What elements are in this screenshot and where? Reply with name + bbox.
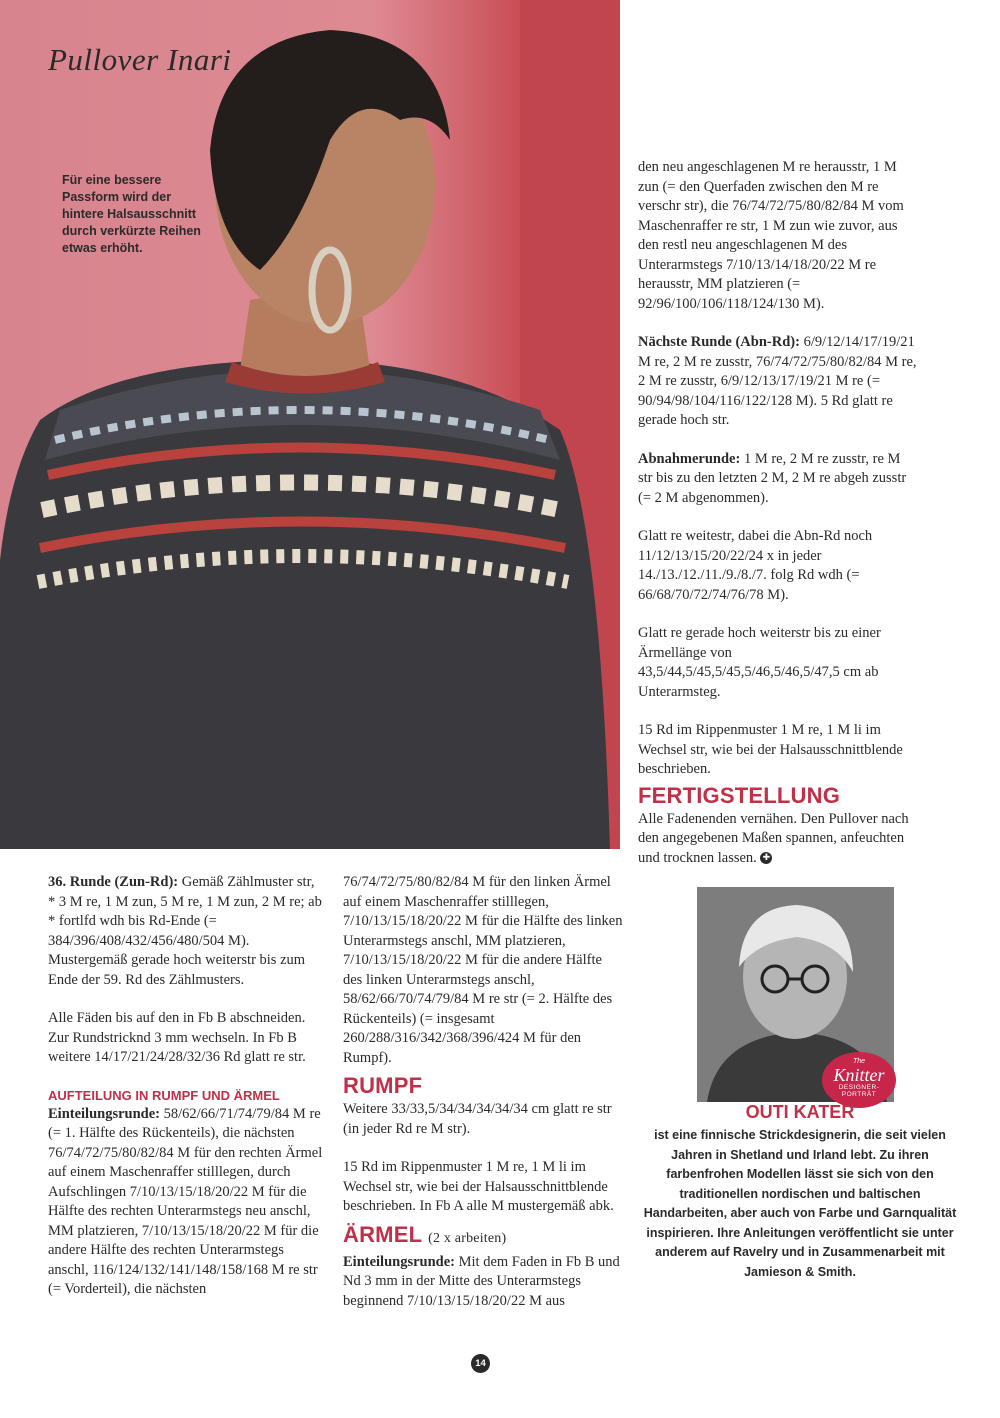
designer-bio: ist eine finnische Strickdesignerin, die seit vielen Jahren in Shetland und Irland lebt. Zu ihren farbenfrohen Modellen lässt sie sich von den traditionellen nordischen und baltischen Handarbeiten, aber auch von Farbe und Garnqualität inspirieren. Ihre Anleitungen veröffentlicht sie unter anderem auf Ravelry und in Zusammenarbeit mit Jamieson & Smith.: [643, 1128, 957, 1279]
photo-caption: Für eine bessere Passform wird der hintere Halsausschnitt durch verkürzte Reihen etwas erhöht.: [62, 173, 201, 255]
paragraph: Weitere 33/33,5/34/34/34/34/34 cm glatt re str (in jeder Rd re M str).: [343, 1101, 612, 1137]
step-label: Abnahmerunde:: [638, 450, 741, 467]
knitter-badge: The Knitter DESIGNER-PORTRÄT: [822, 1052, 896, 1108]
left-column: [48, 873, 323, 1319]
sleeves-note: (2 x arbeiten): [428, 1230, 507, 1246]
paragraph: Alle Fäden bis auf den in Fb B abschneiden. Zur Rundstricknd 3 mm wechseln. In Fb B weitere 14/17/21/24/28/32/36 Rd glatt re str.: [48, 1010, 306, 1065]
designer-name: OUTI KATER: [745, 1102, 855, 1122]
step-label: 36. Runde (Zun-Rd):: [48, 874, 179, 890]
step-label: Einteilungsrunde:: [48, 1105, 160, 1122]
step-label: Einteilungsrunde:: [343, 1253, 455, 1270]
step-label: Nächste Runde (Abn-Rd):: [638, 334, 800, 350]
paragraph: Nächste Runde (Abn-Rd): 6/9/12/14/17/19/21 M re, 2 M re zusstr, 76/74/72/75/80/82/84 M re, 2 M re zusstr, 6/9/12/13/17/19/21 M re (= 90/94/98/104/116/122/128 M). 5 Rd glatt re gerade hoch str.: [638, 334, 917, 428]
subheading-division: AUFTEILUNG IN RUMPF UND ÄRMEL: [48, 1087, 280, 1103]
section-heading-finishing: FERTIGSTELLUNG: [638, 782, 841, 808]
paragraph: Einteilungsrunde: 58/62/66/71/74/79/84 M re (= 1. Hälfte des Rückenteils), die nächsten 76/74/72/75/80/82/84 M für den rechten Ärmel auf einem Maschenraffer stilllegen, durch Aufschlingen 7/10/13/15/18/20/22 M für die Hälfte des rechten Unterarmstegs neu anschl, MM platzieren, 7/10/13/15/18/20/22 M für die andere Hälfte des rechten Unterarmstegs anschl, 116/124/132/141/148/158/168 M re str (= Vorderteil), die nächsten: [48, 1105, 323, 1297]
paragraph: den neu angeschlagenen M re herausstr, 1 M zun (= den Querfaden zwischen den M re verschr str), die 76/74/72/75/80/82/84 M vom Maschenraffer re str, 1 M zun wie zuvor, aus den restl neu angeschlagenen M des Unterarmstegs 7/10/13/14/18/20/22 M re herausstr, MM platzieren (= 92/96/100/106/118/124/130 M).: [638, 159, 904, 312]
paragraph: 36. Runde (Zun-Rd): Gemäß Zählmuster str, * 3 M re, 1 M zun, 5 M re, 1 M zun, 2 M re; ab * fortlfd wdh bis Rd-Ende (= 384/396/408/432/456/480/504 M). Mustergemäß gerade hoch weiterstr bis zum Ende der 59. Rd des Zählmusters.: [48, 874, 322, 988]
page-title: Pullover Inari: [48, 42, 232, 77]
paragraph: 15 Rd im Rippenmuster 1 M re, 1 M li im Wechsel str, wie bei der Halsausschnittblende beschrieben. In Fb A alle M mustergemäß abk.: [343, 1159, 614, 1214]
badge-logo: Knitter: [833, 1065, 885, 1085]
end-mark-icon: ✚: [760, 852, 772, 864]
middle-column: [343, 873, 623, 1330]
hero-photo: [0, 0, 620, 849]
section-heading-sleeves: ÄRMEL (2 x arbeiten): [343, 1221, 507, 1247]
paragraph: Glatt re weitestr, dabei die Abn-Rd noch 11/12/13/15/20/22/24 x in jeder 14./13./12./11./9./8./7. folg Rd wdh (= 66/68/70/72/74/76/78 M).: [638, 528, 873, 603]
page-number: 14: [471, 1354, 490, 1373]
model-illustration: [0, 0, 620, 849]
paragraph: Glatt re gerade hoch weiterstr bis zu einer Ärmellänge von 43,5/44,5/45,5/45,5/46,5/46,5/47,5 cm ab Unterarmsteg.: [638, 625, 881, 700]
paragraph: Abnahmerunde: 1 M re, 2 M re zusstr, re M str bis zu den letzten 2 M, 2 M re abgeh zusstr (= 2 M abgenommen).: [638, 450, 907, 506]
paragraph: Einteilungsrunde: Mit dem Faden in Fb B und Nd 3 mm in der Mitte des Unterarmstegs beginnend 7/10/13/15/18/20/22 M aus: [343, 1253, 620, 1309]
paragraph: 15 Rd im Rippenmuster 1 M re, 1 M li im Wechsel str, wie bei der Halsausschnittblende beschrieben.: [638, 722, 903, 777]
paragraph: Alle Fadenenden vernähen. Den Pullover nach den angegebenen Maßen spannen, anfeuchten und trocknen lassen. ✚: [638, 810, 909, 866]
paragraph: 76/74/72/75/80/82/84 M für den linken Ärmel auf einem Maschenraffer stilllegen, 7/10/13/15/18/20/22 M für die Hälfte des linken Unterarmstegs anschl, MM platzieren, 7/10/13/15/18/20/22 M für die andere Hälfte des linken Unterarmstegs anschl, 58/62/66/70/74/79/84 M re str (= 2. Hälfte des Rückenteils) (= insgesamt 260/288/316/342/368/396/424 M für den Rumpf).: [343, 874, 623, 1066]
right-column: [638, 158, 918, 887]
section-heading-body: RUMPF: [343, 1073, 423, 1098]
